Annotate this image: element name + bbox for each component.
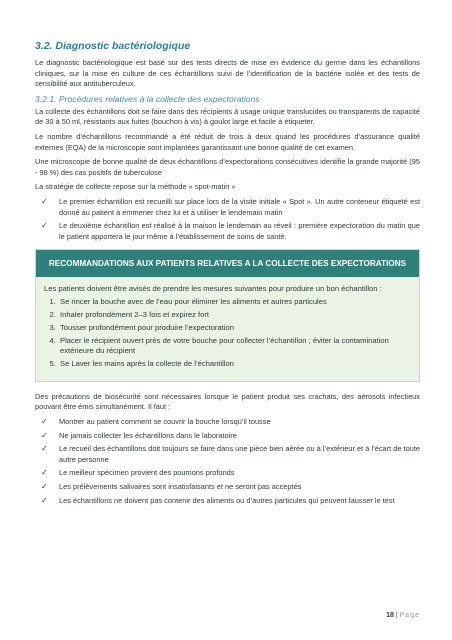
biosecurity-list bbox=[35, 417, 420, 506]
list-item: ✓ Montrer au patient comment se couvrir la bouche lorsqu’il tousse bbox=[41, 417, 271, 427]
list-item: ✓ Le deuxième échantillon est réalisé à la maison le lendemain au réveil : première expectoration du matin que le patient apportera le jour même à l’établissement de soins de santé. bbox=[41, 221, 420, 241]
document-page bbox=[35, 40, 420, 510]
list-item: ✓ Les échantillons ne doivent pas contenir des aliments ou d’autres particules qui peuvent fausser le test bbox=[41, 495, 395, 505]
paragraph-sample-count: Le nombre d’échantillons recommandé a été réduit de trois à deux quand les procédures d’assurance qualité externes (EQA) de la microscopie sont implantées garantissant une bonne qualité de cet examen. bbox=[35, 131, 420, 152]
paragraph-microscopy: Une microscopie de bonne qualité de deux échantillons d’expectorations consécutives identifie la grande majorité (95 - 98 %) des cas positifs de tuberculose bbox=[35, 157, 420, 177]
recommendations-box bbox=[35, 249, 420, 382]
check-icon: ✓ bbox=[41, 196, 48, 206]
page-number: 18 bbox=[386, 612, 394, 619]
check-icon: ✓ bbox=[41, 468, 48, 478]
list-item: ✓ Le recueil des échantillons doit toujours se faire dans une pièce bien aérée ou à l’extérieur et à l’écart de toute autre personne bbox=[41, 444, 420, 464]
paragraph-strategy: La stratégie de collecte repose sur la méthode « spot-matin » bbox=[35, 182, 236, 192]
page-footer bbox=[386, 612, 420, 619]
list-item: 1. Se rincer la bouche avec de l’eau pour éliminer les aliments et autres particules bbox=[58, 297, 411, 308]
recommendations-heading: RECOMMANDATIONS AUX PATIENTS RELATIVES A LA COLLECTE DES EXPECTORATIONS bbox=[36, 250, 419, 277]
check-icon: ✓ bbox=[41, 417, 48, 427]
section-title: 3.2. Diagnostic bactériologique bbox=[35, 40, 191, 52]
list-item: 3. Tousser profondément pour produire l’expectoration bbox=[58, 323, 411, 334]
list-item: 5. Se Laver les mains après la collecte de l’échantillon bbox=[58, 359, 411, 370]
subsection-title: 3.2.1. Procédures relatives à la collecte des expectorations bbox=[35, 93, 260, 104]
list-item: 4. Placer le récipient ouvert près de votre bouche pour collecter l’échantillon ; éviter la contamination extérieure du récipient bbox=[58, 336, 411, 358]
list-item: ✓ Le meilleur spécimen provient des poumons profonds bbox=[41, 468, 235, 478]
footer-separator: | bbox=[395, 612, 398, 619]
recommendations-steps bbox=[44, 297, 411, 370]
page-label: Page bbox=[399, 612, 420, 619]
list-item: ✓ Ne jamais collecter les échantillons dans le laboratoire bbox=[41, 430, 237, 440]
recommendations-intro: Les patients doivent être avisés de prendre les mesures suivantes pour produire un bon échantillon : bbox=[44, 284, 382, 294]
spot-morning-list bbox=[35, 197, 420, 242]
section-intro: Le diagnostic bactériologique est basé sur des tests directs de mise en évidence du germe dans les échantillons cliniques, sur la mise en culture de ces échantillons suivi de l’identification de la bactérie isolée et des tests de sensibilité aux antituberculeux. bbox=[35, 58, 420, 89]
list-item: 2. Inhaler profondément 2–3 fois et expirez fort bbox=[58, 310, 411, 321]
check-icon: ✓ bbox=[41, 430, 48, 440]
check-icon: ✓ bbox=[41, 221, 48, 231]
paragraph-container: La collecte des échantillons doit se faire dans des récipients à usage unique translucides ou transparents de capacité de 30 à 50 ml, résistants aux fuites (bouchon à vis) à goulot large et facile à étiqueter. bbox=[35, 106, 420, 127]
list-item: ✓ Les prélèvements salivaires sont insatisfaisants et ne seront pas acceptés bbox=[41, 482, 302, 492]
check-icon: ✓ bbox=[41, 482, 48, 492]
list-item: ✓ Le premier échantillon est recueilli sur place lors de la visite initiale « Spot ». Un autre conteneur étiqueté est donné au patient à emmener chez lui et à utiliser le lendemain matin bbox=[41, 196, 420, 217]
check-icon: ✓ bbox=[41, 444, 48, 454]
biosecurity-intro: Des précautions de biosécurité sont nécessaires lorsque le patient produit ses crachats, des aérosols infectieux pouvant être émis simultanément. Il faut : bbox=[35, 391, 420, 412]
check-icon: ✓ bbox=[41, 495, 48, 505]
